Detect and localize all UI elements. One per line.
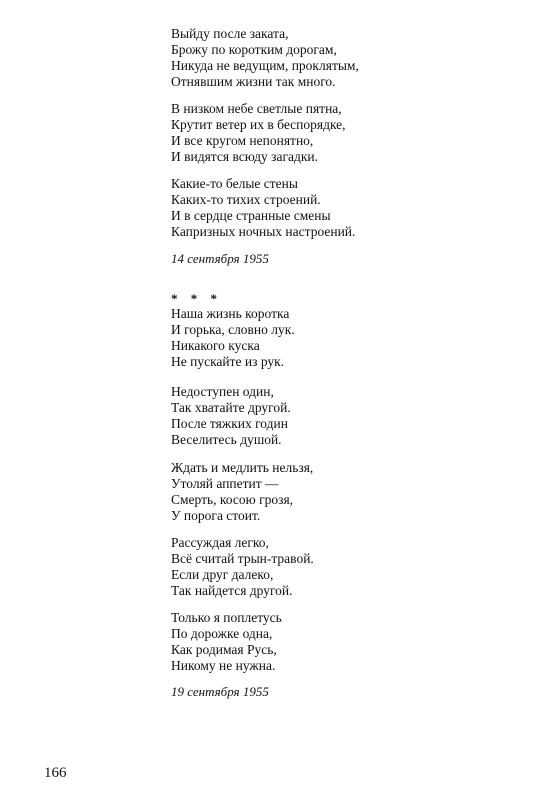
poem-line: По дорожке одна,: [171, 626, 273, 641]
poem-line: И горька, словно лук.: [171, 322, 295, 337]
poem-line: После тяжких годин: [171, 416, 288, 431]
poem-2-stanza-1: [171, 306, 295, 370]
poem-separator: * * *: [171, 291, 222, 306]
poem-line: Крутит ветер их в беспорядке,: [171, 117, 346, 132]
poem-1-date: 14 сентября 1955: [171, 251, 269, 266]
poem-line: Так найдется другой.: [171, 583, 293, 598]
poem-2-date: 19 сентября 1955: [171, 684, 269, 699]
poem-line: И в сердце странные смены: [171, 208, 331, 223]
poem-line: Как родимая Русь,: [171, 642, 277, 657]
poem-1-stanza-2: [171, 101, 346, 165]
poem-line: Веселитесь душой.: [171, 432, 282, 447]
poem-line: У порога стоит.: [171, 508, 261, 523]
poem-line: И видятся всюду загадки.: [171, 149, 319, 164]
poem-1-stanza-3: [171, 176, 355, 240]
poem-2-stanza-3: [171, 460, 313, 524]
poem-line: Отнявшим жизни так много.: [171, 74, 336, 89]
poem-line: Никому не нужна.: [171, 658, 276, 673]
page-number: 166: [44, 765, 67, 781]
poem-line: В низком небе светлые пятна,: [171, 101, 342, 116]
poem-line: Утоляй аппетит —: [171, 476, 279, 491]
poem-line: Брожу по коротким дорогам,: [171, 42, 337, 57]
poem-line: Наша жизнь коротка: [171, 306, 290, 321]
poem-2-stanza-4: [171, 535, 314, 599]
poem-line: Никакого куска: [171, 338, 260, 353]
poem-2-stanza-5: [171, 610, 282, 674]
poem-line: И все кругом непонятно,: [171, 133, 314, 148]
poem-line: Никуда не ведущим, проклятым,: [171, 58, 359, 73]
poem-line: Всё считай трын-травой.: [171, 551, 314, 566]
poem-1-stanza-1: [171, 26, 359, 90]
poem-line: Ждать и медлить нельзя,: [171, 460, 314, 475]
poem-line: Каких-то тихих строений.: [171, 192, 321, 207]
poem-line: Капризных ночных настроений.: [171, 224, 356, 239]
poem-line: Если друг далеко,: [171, 567, 274, 582]
poem-line: Выйду после заката,: [171, 26, 289, 41]
poem-line: Рассуждая легко,: [171, 535, 269, 550]
poem-line: Какие-то белые стены: [171, 176, 298, 191]
poem-2-stanza-2: [171, 384, 291, 448]
poem-line: Только я поплетусь: [171, 610, 282, 625]
poem-line: Так хватайте другой.: [171, 400, 291, 415]
poem-line: Смерть, косою грозя,: [171, 492, 294, 507]
poem-line: Недоступен один,: [171, 384, 274, 399]
poem-line: Не пускайте из рук.: [171, 354, 285, 369]
